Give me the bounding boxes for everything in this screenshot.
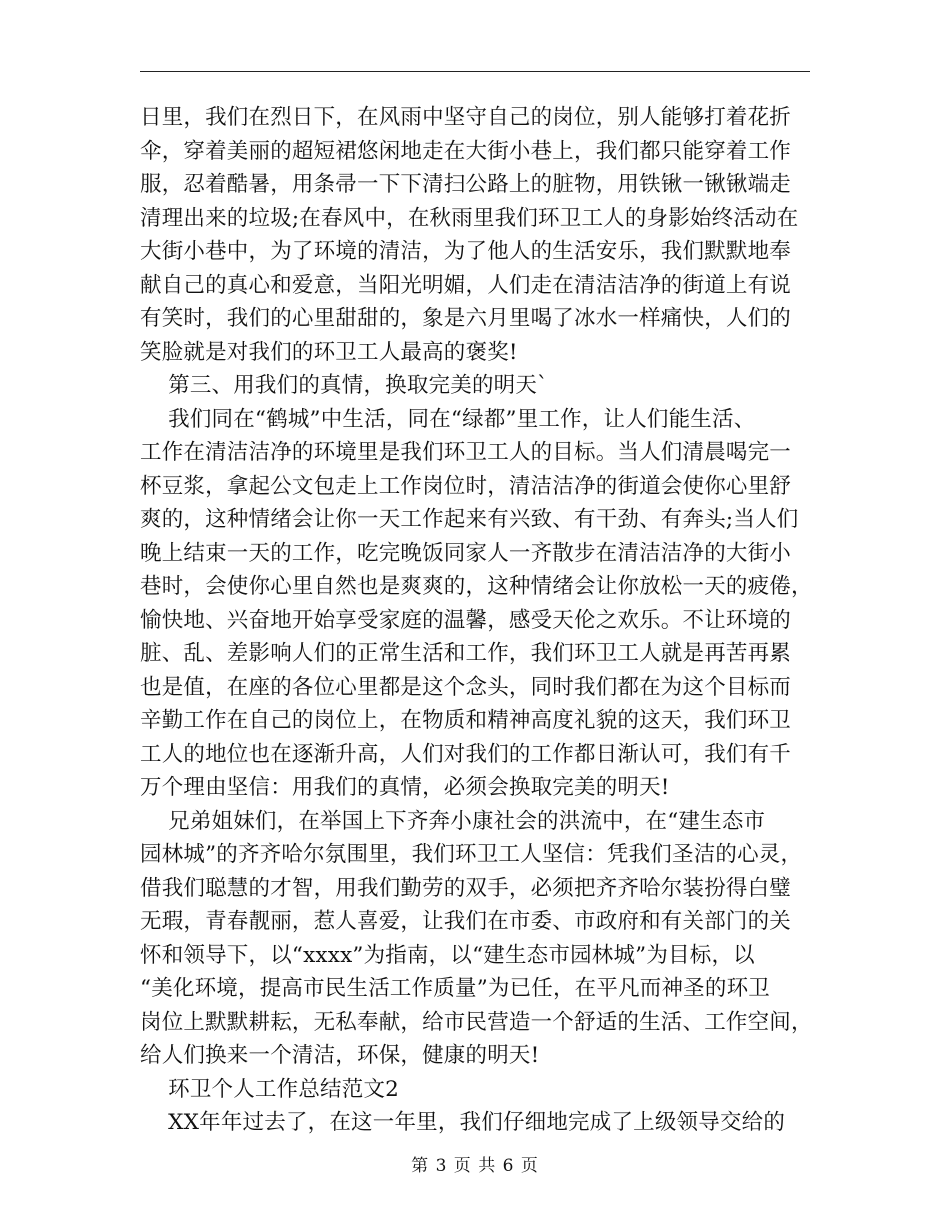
page-footer: 第 3 页 共 6 页 — [411, 1156, 539, 1176]
text-line: 献自己的真心和爱意，当阳光明媚，人们走在清洁洁净的街道上有说 — [140, 272, 792, 298]
text-line: 有笑时，我们的心里甜甜的，象是六月里喝了冰水一样痛快，人们的 — [140, 306, 792, 331]
text-line: 我们同在“鹤城”中生活，同在“绿都”里工作，让人们能生活、 — [140, 406, 756, 432]
text-line: 借我们聪慧的才智，用我们勤劳的双手，必须把齐齐哈尔装扮得白璧 — [140, 875, 792, 901]
text-line: 给人们换来一个清洁，环保，健康的明天! — [140, 1043, 540, 1068]
text-line: 爽的，这种情绪会让你一天工作起来有兴致、有干劲、有奔头;当人们 — [140, 507, 799, 532]
text-line: 辛勤工作在自己的岗位上，在物质和精神高度礼貌的这天，我们环卫 — [140, 708, 792, 733]
text-line: 杯豆浆，拿起公文包走上工作岗位时，清洁洁净的街道会使你心里舒 — [140, 473, 792, 499]
text-line: XX年年过去了，在这一年里，我们仔细地完成了上级领导交给的 — [140, 1110, 786, 1135]
text-line: 工人的地位也在逐渐升高，人们对我们的工作都日渐认可，我们有千 — [140, 741, 792, 767]
text-line: 万个理由坚信：用我们的真情，必须会换取完美的明天! — [140, 775, 670, 800]
text-line: 伞，穿着美丽的超短裙悠闲地走在大街小巷上，我们都只能穿着工作 — [140, 138, 792, 164]
text-line: 园林城”的齐齐哈尔氛围里，我们环卫工人坚信：凭我们圣洁的心灵， — [140, 842, 803, 867]
text-line: 怀和领导下，以“xxxx”为指南，以“建生态市园林城”为目标，以 — [140, 942, 755, 968]
text-line: 日里，我们在烈日下，在风雨中坚守自己的岗位，别人能够打着花折 — [140, 105, 792, 130]
text-line: 大街小巷中，为了环境的清洁，为了他人的生活安乐，我们默默地奉 — [140, 239, 792, 264]
text-line: 兄弟姐妹们，在举国上下齐奔小康社会的洪流中，在“建生态市 — [140, 808, 766, 834]
text-line: 晚上结束一天的工作，吃完晚饭同家人一齐散步在清洁洁净的大街小 — [140, 540, 792, 566]
text-line: 愉快地、兴奋地开始享受家庭的温馨，感受天伦之欢乐。不让环境的 — [140, 607, 792, 633]
text-line: 无瑕，青春靓丽，惹人喜爱，让我们在市委、市政府和有关部门的关 — [140, 909, 792, 934]
text-line: 服，忍着酷暑，用条帚一下下清扫公路上的脏物，用铁锹一锹锹端走 — [140, 172, 792, 197]
text-line: 巷时，会使你心里自然也是爽爽的，这种情绪会让你放松一天的疲倦， — [140, 574, 813, 599]
text-line: 第三、用我们的真情，换取完美的明天` — [140, 373, 548, 398]
text-line: 笑脸就是对我们的环卫工人最高的褒奖! — [140, 339, 518, 365]
text-line: “美化环境，提高市民生活工作质量”为已任，在平凡而神圣的环卫 — [140, 976, 770, 1001]
text-line: 也是值，在座的各位心里都是这个念头，同时我们都在为这个目标而 — [140, 674, 792, 700]
text-line: 脏、乱、差影响人们的正常生活和工作，我们环卫工人就是再苦再累 — [140, 641, 792, 666]
text-line: 清理出来的垃圾;在春风中，在秋雨里我们环卫工人的身影始终活动在 — [140, 205, 799, 231]
text-line: 工作在清洁洁净的环境里是我们环卫工人的目标。当人们清晨喝完一 — [140, 440, 792, 465]
text-line: 岗位上默默耕耘，无私奉献，给市民营造一个舒适的生活、工作空间， — [140, 1009, 813, 1035]
text-line: 环卫个人工作总结范文2 — [140, 1076, 400, 1102]
header-rule — [140, 71, 810, 72]
